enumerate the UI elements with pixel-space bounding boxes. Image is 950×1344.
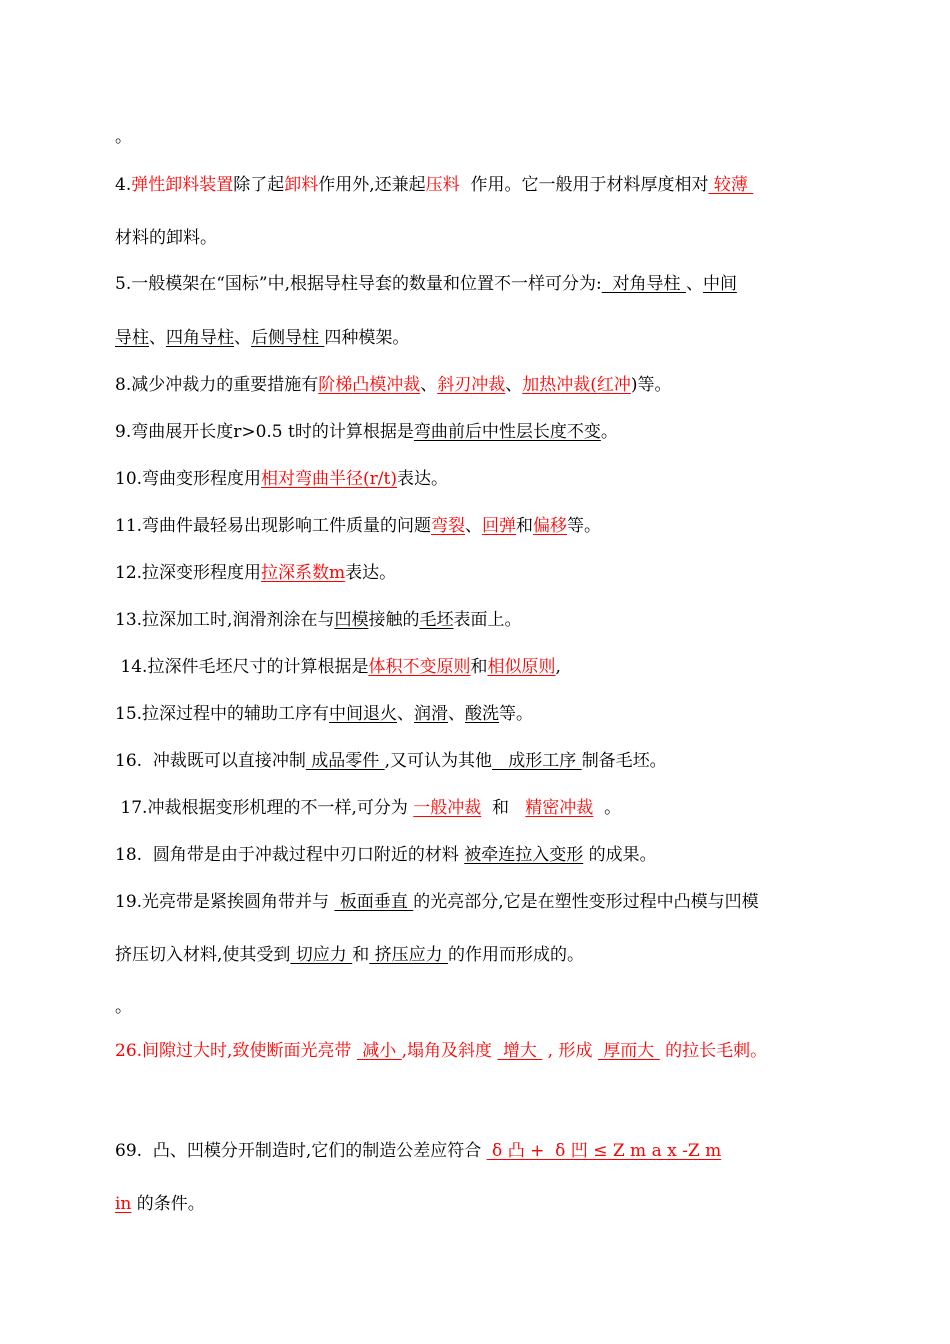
text-segment: 13.拉深加工时,润滑剂涂在与 [115, 610, 335, 630]
text-segment: 、 [420, 375, 438, 395]
text-segment: 和 [481, 798, 526, 818]
answer-blank: 被牵连拉入变形 [464, 845, 584, 865]
answer-blank: 偏移 [533, 516, 568, 536]
text-segment: 8.减少冲裁力的重要措施有 [115, 375, 319, 395]
answer-blank: 中间退火 [329, 704, 398, 724]
answer-blank: 板面垂直 [334, 892, 414, 912]
text-segment: 、 [149, 328, 166, 348]
answer-blank: 成形工序 [492, 751, 582, 771]
answer-blank: δ 凸 + δ 凹 ≤ Z m a x -Z m [486, 1141, 722, 1161]
text-segment: 材料的卸料。 [115, 228, 217, 248]
text-segment: 14.拉深件毛坯尺寸的计算根据是 [115, 657, 369, 677]
text-line [115, 1040, 767, 1062]
text-segment: 。 [115, 127, 132, 147]
text-segment: 9.弯曲展开长度r>0.5 t时的计算根据是 [115, 422, 414, 442]
text-segment: 作用外,还兼起 [318, 175, 426, 195]
text-segment: 的成果。 [583, 845, 657, 865]
answer-blank: 弯裂 [431, 516, 466, 536]
answer-blank: 毛坯 [419, 610, 454, 630]
text-segment: 26.间隙过大时,致使断面光亮带 [115, 1041, 357, 1061]
answer-blank: 减小 [356, 1041, 402, 1061]
answer-blank: in [115, 1194, 132, 1214]
answer-blank: 中间 [702, 274, 737, 294]
answer-blank: 体积不变原则 [368, 657, 471, 677]
text-segment: 69. 凸、凹模分开制造时,它们的制造公差应符合 [115, 1141, 487, 1161]
text-segment: 17.冲裁根据变形机理的不一样,可分为 [115, 798, 414, 818]
answer-blank: 四角导柱 [166, 328, 234, 348]
text-line [115, 797, 621, 819]
text-segment: 19.光亮带是紧挨圆角带并与 [115, 892, 335, 912]
text-segment: 作用。它一般用于材料厚度相对 [459, 175, 709, 195]
answer-blank: 较薄 [708, 175, 754, 195]
text-segment: 表面上。 [453, 610, 522, 630]
text-segment: 4. [115, 175, 132, 195]
text-segment: ,又可认为其他 [384, 751, 493, 771]
text-line [115, 126, 132, 148]
answer-blank: 相对弯曲半径(r/t) [261, 469, 397, 489]
answer-blank: 弯曲前后中性层长度不变 [413, 422, 601, 442]
text-segment: 弹性卸料装置 [131, 175, 234, 195]
text-segment: 表达。 [397, 469, 448, 489]
text-segment: )等。 [630, 375, 672, 395]
text-segment: 、 [685, 274, 703, 294]
text-line [115, 656, 561, 678]
answer-blank: 一般冲裁 [413, 798, 482, 818]
text-segment: ,塌角及斜度 [401, 1041, 498, 1061]
text-segment: 、 [448, 704, 466, 724]
text-segment: 接触的 [368, 610, 420, 630]
text-line [115, 515, 601, 537]
answer-blank: 后侧导柱 [251, 328, 325, 348]
answer-blank: 加热冲裁(红冲 [522, 375, 631, 395]
answer-blank: 导柱 [115, 328, 149, 348]
text-segment: 和 [470, 657, 488, 677]
text-segment: 15.拉深过程中的辅助工序有 [115, 704, 330, 724]
text-segment: 的条件。 [131, 1194, 205, 1214]
text-line [115, 844, 657, 866]
text-segment: 12.拉深变形程度用 [115, 563, 262, 583]
text-segment: 等。 [499, 704, 534, 724]
text-segment: , 形成 [542, 1041, 598, 1061]
text-segment: 10.弯曲变形程度用 [115, 469, 262, 489]
text-line [115, 174, 753, 196]
text-line [115, 421, 618, 443]
answer-blank: 酸洗 [465, 704, 500, 724]
text-line [115, 1140, 721, 1162]
text-segment: 的光亮部分,它是在塑性变形过程中凸模与凹模 [413, 892, 759, 912]
text-segment: 表达。 [345, 563, 397, 583]
text-line [115, 374, 672, 396]
text-line [115, 468, 448, 490]
text-segment: 、 [465, 516, 483, 536]
text-segment: 四种模架。 [324, 328, 410, 348]
text-segment: 5.一般模架在“国标”中,根据导柱导套的数量和位置不一样可分为: [115, 274, 602, 294]
text-segment: 和 [516, 516, 534, 536]
text-segment: 16. 冲裁既可以直接冲制 [115, 751, 306, 771]
answer-blank: 精密冲裁 [525, 798, 594, 818]
text-segment: 、 [234, 328, 251, 348]
text-line [115, 562, 396, 584]
answer-blank: 厚而大 [597, 1041, 660, 1061]
text-segment: 等。 [567, 516, 602, 536]
answer-blank: 增大 [497, 1041, 543, 1061]
text-line [115, 891, 759, 913]
answer-blank: 成品零件 [305, 751, 385, 771]
answer-blank: 拉深系数m [261, 563, 346, 583]
text-segment: 。 [115, 997, 132, 1017]
answer-blank: 切应力 [290, 945, 353, 965]
text-segment: 18. 圆角带是由于冲裁过程中刃口附近的材料 [115, 845, 465, 865]
text-segment: 制备毛坯。 [581, 751, 667, 771]
text-segment: 。 [593, 798, 622, 818]
text-line [115, 273, 737, 295]
text-line [115, 944, 584, 966]
text-segment: 的作用而形成的。 [448, 945, 585, 965]
answer-blank: 回弹 [482, 516, 517, 536]
text-segment: 和 [352, 945, 370, 965]
text-line [115, 996, 132, 1018]
answer-blank: 阶梯凸模冲裁 [318, 375, 421, 395]
text-segment: 的拉长毛刺。 [659, 1041, 768, 1061]
text-segment: 挤压切入材料,使其受到 [115, 945, 291, 965]
text-line [115, 703, 533, 725]
text-segment: 、 [397, 704, 415, 724]
text-line [115, 327, 409, 349]
text-segment: 压料 [425, 175, 460, 195]
answer-blank: 相似原则 [487, 657, 556, 677]
text-segment: 。 [600, 422, 618, 442]
text-line [115, 750, 667, 772]
text-segment: 除了起 [233, 175, 285, 195]
text-line [115, 1193, 205, 1215]
text-segment: 、 [505, 375, 523, 395]
answer-blank: 斜刃冲裁 [437, 375, 506, 395]
text-line [115, 227, 217, 249]
text-segment: , [555, 657, 561, 677]
answer-blank: 润滑 [414, 704, 449, 724]
text-segment: 11.弯曲件最轻易出现影响工件质量的问题 [115, 516, 432, 536]
text-line [115, 609, 521, 631]
answer-blank: 凹模 [334, 610, 369, 630]
answer-blank: 对角导柱 [601, 274, 686, 294]
text-segment: 卸料 [284, 175, 319, 195]
answer-blank: 挤压应力 [369, 945, 449, 965]
